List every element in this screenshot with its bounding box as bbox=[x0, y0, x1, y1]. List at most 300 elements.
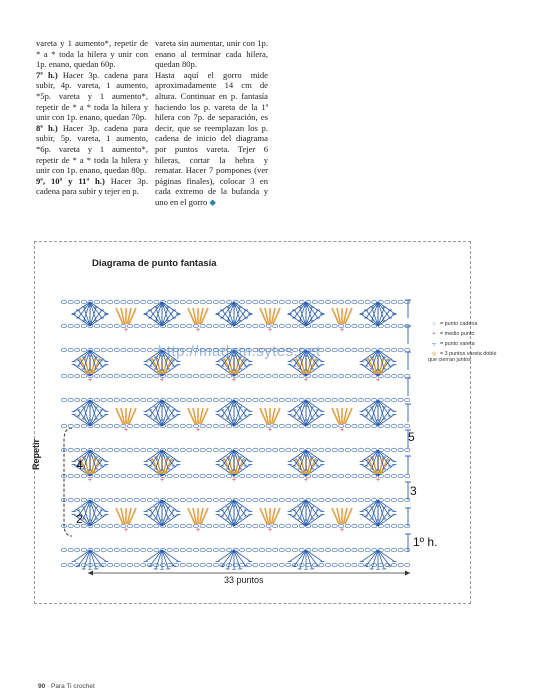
treble-stitch bbox=[78, 400, 90, 416]
half-stitch: + bbox=[340, 527, 345, 534]
chain-stitch bbox=[75, 300, 80, 304]
chain-stitch bbox=[246, 498, 251, 502]
chain-stitch bbox=[398, 398, 403, 402]
chain-stitch bbox=[213, 498, 218, 502]
chain-stitch bbox=[68, 324, 73, 328]
chain-stitch bbox=[332, 300, 337, 304]
chain-stitch bbox=[246, 300, 251, 304]
chain-stitch bbox=[385, 324, 390, 328]
chain-stitch bbox=[385, 300, 390, 304]
chain-stitch bbox=[167, 324, 172, 328]
chain-stitch bbox=[319, 424, 324, 428]
chain-stitch bbox=[279, 448, 284, 452]
chain-stitch bbox=[325, 548, 330, 552]
chain-stitch bbox=[299, 300, 304, 304]
chain-stitch bbox=[259, 563, 264, 567]
chain-stitch bbox=[200, 324, 205, 328]
chain-stitch bbox=[88, 563, 93, 567]
legend-label: = medio punto bbox=[440, 331, 475, 337]
chain-stitch bbox=[141, 563, 146, 567]
chain-stitch bbox=[226, 398, 231, 402]
chain-stitch bbox=[207, 398, 212, 402]
chain-stitch bbox=[345, 348, 350, 352]
chain-stitch bbox=[365, 398, 370, 402]
chain-stitch bbox=[240, 524, 245, 528]
chain-stitch bbox=[312, 300, 317, 304]
chain-stitch bbox=[352, 548, 357, 552]
treble-stitch bbox=[362, 350, 378, 361]
chain-stitch bbox=[339, 374, 344, 378]
chain-stitch bbox=[127, 424, 132, 428]
chain-stitch bbox=[167, 498, 172, 502]
chain-stitch bbox=[108, 324, 113, 328]
page-footer bbox=[38, 683, 95, 690]
chain-stitch bbox=[332, 398, 337, 402]
chain-stitch bbox=[61, 300, 66, 304]
chain-stitch bbox=[101, 398, 106, 402]
chain-stitch bbox=[127, 398, 132, 402]
chain-stitch bbox=[61, 563, 66, 567]
chain-stitch bbox=[358, 398, 363, 402]
chain-stitch bbox=[81, 548, 86, 552]
chain-stitch bbox=[167, 398, 172, 402]
chain-stitch bbox=[200, 424, 205, 428]
chain-stitch bbox=[332, 524, 337, 528]
chain-stitch bbox=[81, 474, 86, 478]
chain-stitch bbox=[75, 424, 80, 428]
chain-stitch bbox=[391, 348, 396, 352]
chain-stitch bbox=[213, 448, 218, 452]
treble-stitch-icon: ┬ bbox=[432, 341, 436, 347]
chain-stitch bbox=[339, 548, 344, 552]
chain-stitch bbox=[147, 498, 152, 502]
chain-stitch bbox=[134, 348, 139, 352]
chain-stitch bbox=[147, 524, 152, 528]
chain-stitch bbox=[339, 474, 344, 478]
chain-stitch bbox=[339, 348, 344, 352]
chain-stitch bbox=[253, 474, 258, 478]
chain-stitch bbox=[147, 300, 152, 304]
chain-stitch bbox=[259, 448, 264, 452]
chain-stitch bbox=[325, 374, 330, 378]
chain-stitch bbox=[385, 424, 390, 428]
chain-stitch bbox=[81, 324, 86, 328]
treble-stitch bbox=[90, 400, 102, 416]
chain-stitch bbox=[312, 374, 317, 378]
chain-stitch bbox=[114, 498, 119, 502]
chain-stitch bbox=[134, 398, 139, 402]
chain-stitch bbox=[154, 374, 159, 378]
chain-stitch bbox=[319, 448, 324, 452]
chain-stitch bbox=[200, 498, 205, 502]
treble-stitch bbox=[290, 450, 306, 461]
chain-stitch bbox=[94, 300, 99, 304]
treble-stitch bbox=[150, 550, 162, 566]
chain-stitch bbox=[75, 474, 80, 478]
chain-stitch bbox=[405, 424, 410, 428]
chain-stitch bbox=[147, 324, 152, 328]
chain-stitch bbox=[273, 324, 278, 328]
treble-stitch bbox=[150, 450, 162, 466]
chain-stitch bbox=[200, 548, 205, 552]
chain-stitch bbox=[154, 498, 159, 502]
chain-stitch bbox=[101, 474, 106, 478]
chain-stitch bbox=[108, 398, 113, 402]
chain-stitch bbox=[200, 374, 205, 378]
row-number-1: 1º h. bbox=[413, 535, 438, 549]
chain-stitch bbox=[253, 524, 258, 528]
treble-stitch bbox=[150, 500, 162, 516]
treble-stitch bbox=[218, 302, 234, 313]
chain-stitch bbox=[325, 474, 330, 478]
half-stitch: + bbox=[160, 477, 165, 484]
chain-stitch bbox=[332, 374, 337, 378]
chain-stitch bbox=[200, 398, 205, 402]
chain-stitch bbox=[101, 498, 106, 502]
chain-stitch bbox=[167, 548, 172, 552]
chain-stitch bbox=[180, 398, 185, 402]
treble-stitch bbox=[162, 307, 168, 326]
chain-stitch bbox=[220, 424, 225, 428]
chain-stitch bbox=[101, 548, 106, 552]
chain-stitch bbox=[141, 324, 146, 328]
chain-stitch bbox=[273, 448, 278, 452]
chain-stitch bbox=[61, 398, 66, 402]
chain-stitch bbox=[266, 300, 271, 304]
chain-stitch bbox=[226, 524, 231, 528]
chain-stitch bbox=[292, 374, 297, 378]
treble-stitch bbox=[90, 350, 102, 366]
treble-stitch bbox=[234, 400, 246, 416]
chain-stitch bbox=[226, 448, 231, 452]
paragraph: Hasta aquí el gorro mide aproximadamente 14 cm de altura. Continuar en p. fantasía haciendo los p. vareta de la 1ª hilera con 7p. de separación, es decir, que se reemplazan los p. cadena de inicio del diagrama por puntos vareta. Tejer 6 hileras, cortar la hebra y rematar. Hacer 7 pompones (ver páginas finales), colocar 3 en cada extremo de la bufanda y uno en el gorro ◆ bbox=[155, 69, 268, 207]
chain-stitch bbox=[299, 498, 304, 502]
chain-stitch bbox=[319, 300, 324, 304]
chain-stitch bbox=[325, 324, 330, 328]
chain-stitch bbox=[273, 374, 278, 378]
treble-stitch bbox=[306, 302, 312, 321]
chain-stitch bbox=[312, 524, 317, 528]
treble-stitch bbox=[218, 500, 234, 511]
paragraph: 8ª h.) Hacer 3p. cadena para subir, 5p. vareta, 1 aumento, *6p. vareta y 1 aumento*, repetir de * a * toda la hilera y unir con 1p. enano, quedan 80p. bbox=[36, 122, 148, 176]
chain-stitch bbox=[398, 448, 403, 452]
chain-stitch bbox=[75, 548, 80, 552]
half-stitch-icon: + bbox=[432, 331, 436, 337]
chain-stitch bbox=[332, 563, 337, 567]
treble-stitch bbox=[362, 315, 378, 326]
chain-stitch bbox=[405, 548, 410, 552]
chain-stitch bbox=[114, 424, 119, 428]
chain-stitch bbox=[391, 374, 396, 378]
chain-stitch bbox=[312, 548, 317, 552]
chain-stitch bbox=[167, 374, 172, 378]
chain-stitch bbox=[101, 448, 106, 452]
chain-stitch bbox=[273, 474, 278, 478]
chain-stitch bbox=[108, 563, 113, 567]
chain-stitch bbox=[266, 374, 271, 378]
chain-stitch bbox=[94, 348, 99, 352]
chain-stitch bbox=[187, 498, 192, 502]
chain-stitch bbox=[141, 474, 146, 478]
chain-stitch bbox=[398, 498, 403, 502]
chain-stitch bbox=[226, 374, 231, 378]
chain-stitch bbox=[187, 448, 192, 452]
chain-stitch bbox=[240, 548, 245, 552]
chain-stitch bbox=[358, 424, 363, 428]
treble-stitch bbox=[156, 302, 162, 321]
treble-stitch bbox=[228, 302, 234, 321]
half-stitch: + bbox=[124, 327, 129, 334]
chain-stitch bbox=[141, 524, 146, 528]
row-number-5: 5 bbox=[408, 430, 415, 444]
half-stitch: + bbox=[196, 427, 201, 434]
chain-stitch bbox=[220, 374, 225, 378]
treble-stitch bbox=[218, 450, 234, 461]
chain-stitch bbox=[398, 548, 403, 552]
half-stitch: + bbox=[124, 527, 129, 534]
chain-stitch bbox=[213, 300, 218, 304]
chain-stitch bbox=[180, 498, 185, 502]
chain-stitch bbox=[81, 448, 86, 452]
chain-stitch bbox=[391, 474, 396, 478]
repeat-label: Repetir bbox=[31, 438, 41, 470]
chain-stitch bbox=[187, 324, 192, 328]
chain-stitch bbox=[114, 548, 119, 552]
chain-stitch bbox=[365, 374, 370, 378]
chain-stitch bbox=[94, 524, 99, 528]
chain-stitch bbox=[61, 348, 66, 352]
chain-stitch bbox=[108, 448, 113, 452]
chain-stitch bbox=[253, 498, 258, 502]
chain-stitch bbox=[114, 474, 119, 478]
chain-stitch bbox=[226, 548, 231, 552]
half-stitch: + bbox=[196, 327, 201, 334]
chain-stitch bbox=[345, 424, 350, 428]
chain-stitch bbox=[319, 524, 324, 528]
treble-stitch bbox=[218, 550, 234, 561]
chain-stitch bbox=[279, 524, 284, 528]
chain-stitch bbox=[147, 348, 152, 352]
chain-stitch bbox=[325, 448, 330, 452]
chain-stitch bbox=[345, 300, 350, 304]
chain-stitch bbox=[94, 474, 99, 478]
chain-stitch bbox=[253, 324, 258, 328]
chain-stitch bbox=[312, 398, 317, 402]
chain-stitch bbox=[398, 424, 403, 428]
treble-stitch bbox=[306, 550, 318, 566]
chain-stitch bbox=[286, 474, 291, 478]
chain-stitch bbox=[292, 474, 297, 478]
chain-stitch bbox=[365, 498, 370, 502]
chain-stitch bbox=[299, 398, 304, 402]
chain-stitch bbox=[385, 474, 390, 478]
treble-stitch bbox=[162, 500, 174, 516]
chain-stitch bbox=[253, 374, 258, 378]
chain-stitch bbox=[167, 300, 172, 304]
chain-stitch bbox=[325, 424, 330, 428]
chain-stitch bbox=[75, 398, 80, 402]
chain-stitch bbox=[286, 498, 291, 502]
chain-stitch bbox=[253, 548, 258, 552]
chain-stitch bbox=[319, 374, 324, 378]
chain-stitch bbox=[160, 563, 165, 567]
chain-stitch bbox=[207, 563, 212, 567]
treble-stitch bbox=[306, 550, 312, 569]
chain-stitch bbox=[193, 374, 198, 378]
treble-stitch bbox=[378, 307, 384, 326]
chain-stitch bbox=[154, 524, 159, 528]
chain-stitch bbox=[352, 348, 357, 352]
chain-stitch bbox=[127, 563, 132, 567]
chain-stitch bbox=[246, 398, 251, 402]
half-stitch: + bbox=[160, 377, 165, 384]
chain-stitch bbox=[352, 563, 357, 567]
chain-stitch bbox=[246, 374, 251, 378]
chain-stitch bbox=[385, 374, 390, 378]
treble-stitch bbox=[378, 350, 390, 366]
chain-stitch bbox=[292, 448, 297, 452]
chain-stitch bbox=[127, 524, 132, 528]
chain-stitch bbox=[200, 474, 205, 478]
chain-stitch bbox=[385, 448, 390, 452]
treble-stitch bbox=[366, 450, 378, 466]
treble-stitch bbox=[234, 450, 246, 466]
treble-stitch bbox=[162, 400, 174, 416]
chain-stitch bbox=[127, 498, 132, 502]
chain-stitch bbox=[75, 448, 80, 452]
chain-stitch bbox=[101, 424, 106, 428]
chain-stitch bbox=[127, 448, 132, 452]
chain-stitch bbox=[358, 300, 363, 304]
chain-stitch bbox=[174, 448, 179, 452]
chain-stitch bbox=[114, 398, 119, 402]
chain-stitch bbox=[292, 300, 297, 304]
chain-stitch bbox=[279, 474, 284, 478]
treble-stitch bbox=[378, 400, 390, 416]
half-stitch: + bbox=[232, 477, 237, 484]
chain-stitch bbox=[207, 300, 212, 304]
chain-stitch bbox=[279, 324, 284, 328]
chain-stitch bbox=[299, 324, 304, 328]
treble-stitch bbox=[362, 500, 378, 511]
chain-stitch bbox=[154, 324, 159, 328]
chain-stitch bbox=[121, 348, 126, 352]
chain-stitch bbox=[246, 324, 251, 328]
treble-stitch bbox=[222, 450, 234, 466]
chain-stitch bbox=[187, 524, 192, 528]
chain-stitch bbox=[114, 300, 119, 304]
chain-stitch bbox=[259, 324, 264, 328]
chain-stitch bbox=[154, 424, 159, 428]
chain-stitch bbox=[352, 498, 357, 502]
chain-stitch bbox=[141, 448, 146, 452]
chain-stitch bbox=[240, 374, 245, 378]
treble-stitch bbox=[150, 400, 162, 416]
chain-stitch bbox=[134, 374, 139, 378]
chain-stitch bbox=[108, 424, 113, 428]
paragraph: 9ª, 10ª y 11ª h.) Hacer 3p. cadena para subir y tejer en p. bbox=[36, 175, 148, 197]
chain-stitch bbox=[193, 548, 198, 552]
chain-stitch bbox=[147, 374, 152, 378]
paragraph: 7ª h.) Hacer 3p. cadena para subir, 4p. vareta, 1 aumento, *5p. vareta y 1 aumento*, repetir de * a * toda la hilera y unir con 1p. enano, quedan 70p. bbox=[36, 69, 148, 123]
treble-stitch bbox=[366, 350, 378, 366]
treble-stitch bbox=[362, 550, 378, 561]
chain-stitch bbox=[253, 398, 258, 402]
chain-stitch bbox=[266, 563, 271, 567]
chain-stitch bbox=[220, 398, 225, 402]
chain-stitch bbox=[127, 300, 132, 304]
chain-stitch bbox=[405, 498, 410, 502]
chain-stitch bbox=[405, 524, 410, 528]
chain-stitch bbox=[339, 563, 344, 567]
chain-stitch bbox=[266, 448, 271, 452]
stitch-count-label: 33 puntos bbox=[224, 575, 264, 585]
chain-stitch bbox=[246, 424, 251, 428]
chain-stitch bbox=[75, 348, 80, 352]
chain-stitch bbox=[101, 524, 106, 528]
treble-stitch bbox=[290, 400, 306, 411]
chain-stitch bbox=[358, 563, 363, 567]
chain-stitch bbox=[134, 548, 139, 552]
chain-stitch bbox=[121, 498, 126, 502]
chain-stitch bbox=[325, 300, 330, 304]
chain-stitch bbox=[405, 448, 410, 452]
chain-stitch bbox=[273, 424, 278, 428]
chain-stitch bbox=[292, 498, 297, 502]
chain-stitch bbox=[147, 548, 152, 552]
chain-stitch bbox=[207, 448, 212, 452]
chain-stitch bbox=[127, 348, 132, 352]
chain-stitch bbox=[141, 398, 146, 402]
chain-stitch bbox=[108, 474, 113, 478]
chain-stitch bbox=[391, 398, 396, 402]
chain-stitch bbox=[187, 474, 192, 478]
chain-stitch bbox=[332, 324, 337, 328]
chain-stitch bbox=[193, 563, 198, 567]
chain-stitch bbox=[154, 300, 159, 304]
chain-stitch bbox=[358, 374, 363, 378]
chain-stitch bbox=[312, 424, 317, 428]
chain-stitch bbox=[358, 498, 363, 502]
treble-stitch bbox=[290, 500, 306, 511]
chain-stitch bbox=[174, 548, 179, 552]
chain-stitch bbox=[299, 424, 304, 428]
treble-stitch bbox=[90, 550, 96, 569]
chain-stitch bbox=[114, 348, 119, 352]
chain-stitch bbox=[174, 300, 179, 304]
row-number-4: 4 bbox=[76, 458, 83, 472]
chain-stitch bbox=[174, 324, 179, 328]
chain-stitch bbox=[398, 348, 403, 352]
chain-stitch bbox=[325, 524, 330, 528]
chain-stitch bbox=[352, 374, 357, 378]
chain-stitch bbox=[385, 348, 390, 352]
chain-stitch bbox=[398, 563, 403, 567]
chain-stitch bbox=[226, 498, 231, 502]
chain-stitch bbox=[81, 424, 86, 428]
chain-stitch bbox=[121, 548, 126, 552]
chain-stitch bbox=[167, 474, 172, 478]
chain-stitch bbox=[226, 300, 231, 304]
treble-stitch bbox=[222, 550, 234, 566]
chain-stitch bbox=[174, 524, 179, 528]
chain-stitch bbox=[358, 348, 363, 352]
chain-stitch bbox=[391, 548, 396, 552]
chain-stitch bbox=[81, 374, 86, 378]
chain-stitch bbox=[273, 398, 278, 402]
treble-stitch bbox=[362, 400, 378, 411]
chain-stitch bbox=[213, 324, 218, 328]
